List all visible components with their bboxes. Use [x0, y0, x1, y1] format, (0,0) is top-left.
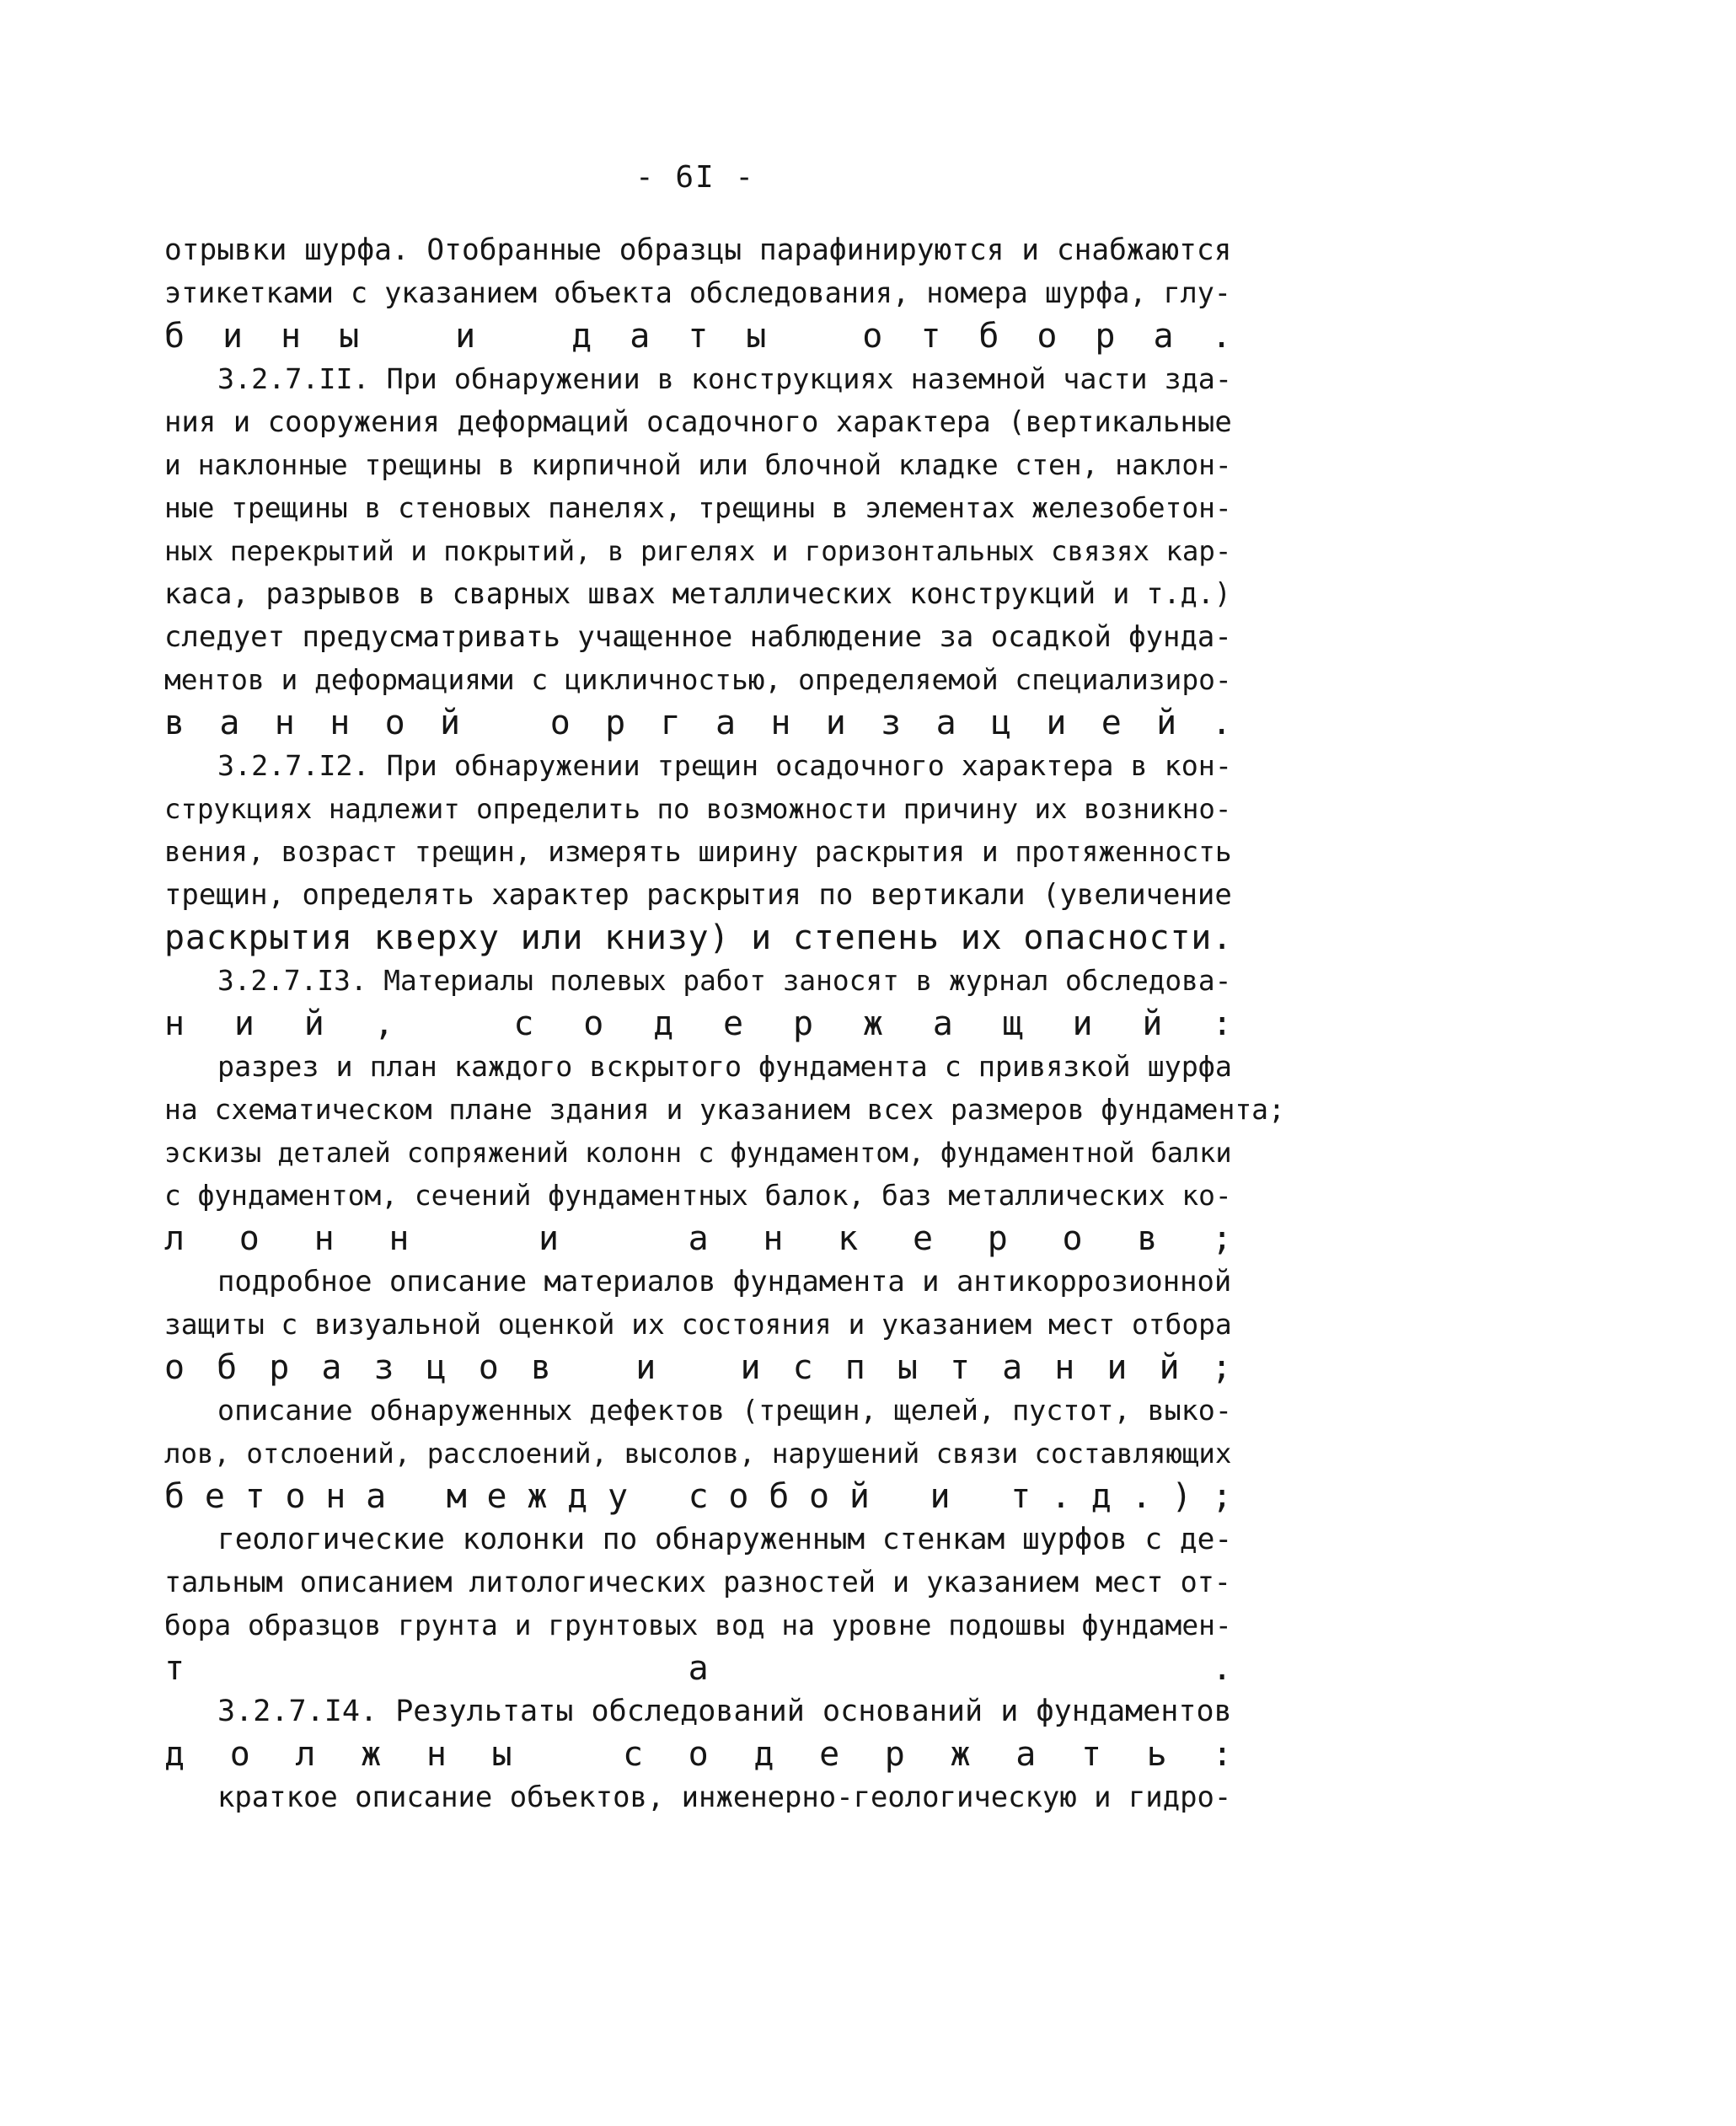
text-line: ний, содержащий:	[164, 1004, 1283, 1043]
text-line: лонн и анкеров;	[164, 1219, 1287, 1258]
text-line: и наклонные трещины в кирпичной или блочной кладке стен, наклон-	[164, 448, 1232, 481]
text-line: струкциях надлежит определить по возможности причину их возникно-	[164, 793, 1232, 825]
text-line: каса, разрывов в сварных швах металлических конструкций и т.д.)	[164, 577, 1231, 610]
text-line: 3.2.7.I2. При обнаружении трещин осадочного характера в кон-	[217, 749, 1232, 782]
text-line: на схематическом плане здания и указанием всех размеров фундамента;	[164, 1093, 1285, 1126]
document-body	[0, 229, 1736, 1914]
text-line: должны содержать:	[164, 1735, 1278, 1774]
text-line: бетона между собой и т.д.);	[164, 1477, 1252, 1516]
text-line: геологические колонки по обнаруженным стенкам шурфов с де-	[217, 1523, 1233, 1556]
text-line: та.	[164, 1649, 1736, 1688]
text-line: ванной организацией.	[164, 704, 1267, 742]
text-line: образцов и испытаний;	[164, 1348, 1264, 1387]
text-line: вения, возраст трещин, измерять ширину раскрытия и протяженность	[164, 835, 1232, 868]
text-line: ментов и деформациями с цикличностью, определяемой специализиро-	[164, 663, 1232, 696]
text-line: бины и даты отбора.	[164, 317, 1270, 356]
text-line: бора образцов грунта и грунтовых вод на уровне подошвы фундамен-	[164, 1609, 1232, 1641]
text-line: трещин, определять характер раскрытия по вертикали (увеличение	[164, 878, 1232, 912]
text-line: разрез и план каждого вскрытого фундамента с привязкой шурфа	[217, 1050, 1232, 1083]
text-line: ния и сооружения деформаций осадочного характера (вертикальные	[164, 405, 1232, 439]
text-line: этикетками с указанием объекта обследования, номера шурфа, глу-	[164, 276, 1231, 309]
text-line: краткое описание объектов, инженерно-геологическую и гидро-	[217, 1781, 1232, 1813]
text-line: лов, отслоений, расслоений, высолов, нарушений связи составляющих	[164, 1438, 1232, 1470]
text-line: следует предусматривать учащенное наблюдение за осадкой фунда-	[164, 620, 1232, 654]
text-line: тальным описанием литологических разностей и указанием мест от-	[164, 1566, 1231, 1599]
text-line: отрывки шурфа. Отобранные образцы парафинируются и снабжаются	[164, 233, 1232, 267]
text-line: эскизы деталей сопряжений колонн с фундаментом, фундаментной балки	[164, 1137, 1232, 1169]
text-line: с фундаментом, сечений фундаментных балок, баз металлических ко-	[164, 1179, 1232, 1212]
text-line: 3.2.7.II. При обнаружении в конструкциях наземной части зда-	[217, 362, 1232, 395]
text-line: ных перекрытий и покрытий, в ригелях и горизонтальных связях кар-	[164, 535, 1232, 567]
text-line: раскрытия кверху или книзу) и степень их опасности.	[164, 918, 1233, 957]
text-line: подробное описание материалов фундамента и антикоррозионной	[217, 1265, 1232, 1298]
text-line: защиты с визуальной оценкой их состояния и указанием мест отбора	[164, 1308, 1232, 1341]
text-line: 3.2.7.I3. Материалы полевых работ заносят в журнал обследова-	[217, 965, 1232, 997]
text-line: ные трещины в стеновых панелях, трещины в элементах железобетон-	[164, 491, 1232, 524]
text-line: 3.2.7.I4. Результаты обследований оснований и фундаментов	[217, 1694, 1232, 1728]
text-line: описание обнаруженных дефектов (трещин, щелей, пустот, выко-	[217, 1394, 1232, 1427]
page-number: - 6I -	[635, 160, 756, 195]
